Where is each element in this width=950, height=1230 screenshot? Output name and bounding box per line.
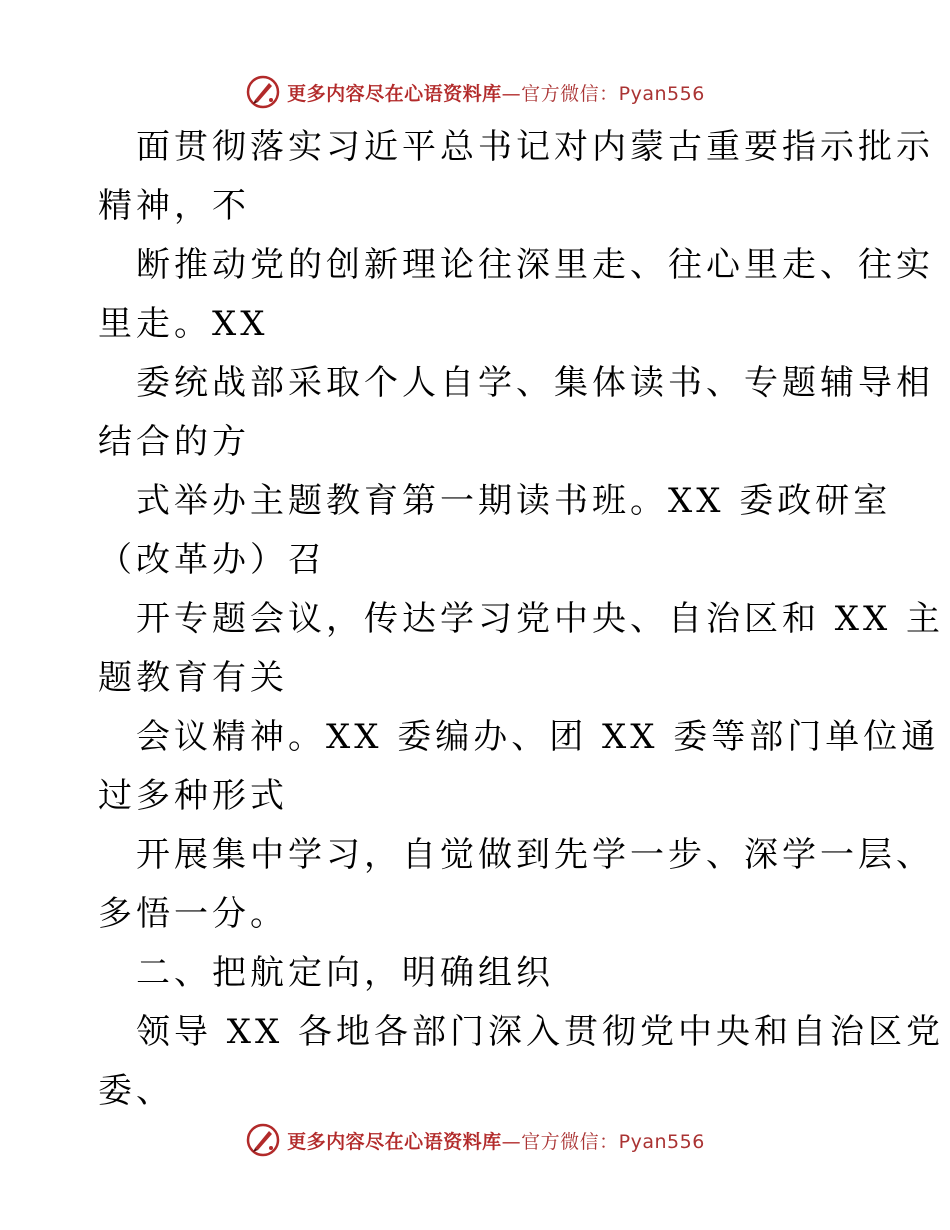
banner-contact-text: 官方微信：Pyan556 — [521, 82, 705, 105]
paragraph-line: 开展集中学习，自觉做到先学一步、深学一层、 — [136, 835, 934, 875]
paragraph-line: 断推动党的创新理论往深里走、往心里走、往实 — [136, 245, 934, 285]
banner-main-text: 更多内容尽在心语资料库 — [287, 1130, 502, 1153]
banner-text — [287, 79, 705, 106]
banner-separator: — — [501, 82, 522, 105]
banner-contact-text: 官方微信：Pyan556 — [521, 1130, 705, 1153]
pen-logo-icon — [245, 1122, 281, 1158]
document-body — [98, 118, 945, 1121]
paragraph-line: 式举办主题教育第一期读书班。XX 委政研室 — [136, 481, 892, 521]
paragraph-line: 面贯彻落实习近平总书记对内蒙古重要指示批示 — [136, 127, 934, 167]
paragraph-line: 委统战部采取个人自学、集体读书、专题辅导相 — [136, 363, 934, 403]
paragraph-line: 领导 XX 各地各部门深入贯彻党中央和自治区党 — [136, 1012, 945, 1052]
banner-main-text: 更多内容尽在心语资料库 — [287, 82, 502, 105]
paragraph-line: 多悟一分。 — [98, 894, 288, 934]
section-heading: 二、把航定向，明确组织 — [136, 953, 554, 993]
paragraph-line: 委、 — [98, 1071, 174, 1111]
paragraph-line: 会议精神。XX 委编办、团 XX 委等部门单位通 — [136, 717, 940, 757]
paragraph-line: 题教育有关 — [98, 658, 288, 698]
paragraph-line: 精神，不 — [98, 186, 250, 226]
paragraph-line: （改革办）召 — [98, 540, 326, 580]
paragraph-line: 开专题会议，传达学习党中央、自治区和 XX 主 — [136, 599, 945, 639]
banner-inner — [245, 74, 705, 110]
paragraph-line: 结合的方 — [98, 422, 250, 462]
banner-separator: — — [501, 1130, 522, 1153]
banner-text — [287, 1127, 705, 1154]
paragraph-line: 里走。XX — [98, 304, 269, 344]
pen-logo-icon — [245, 74, 281, 110]
header-banner — [0, 72, 950, 112]
banner-inner — [245, 1122, 705, 1158]
paragraph-line: 过多种形式 — [98, 776, 288, 816]
footer-banner — [0, 1120, 950, 1160]
